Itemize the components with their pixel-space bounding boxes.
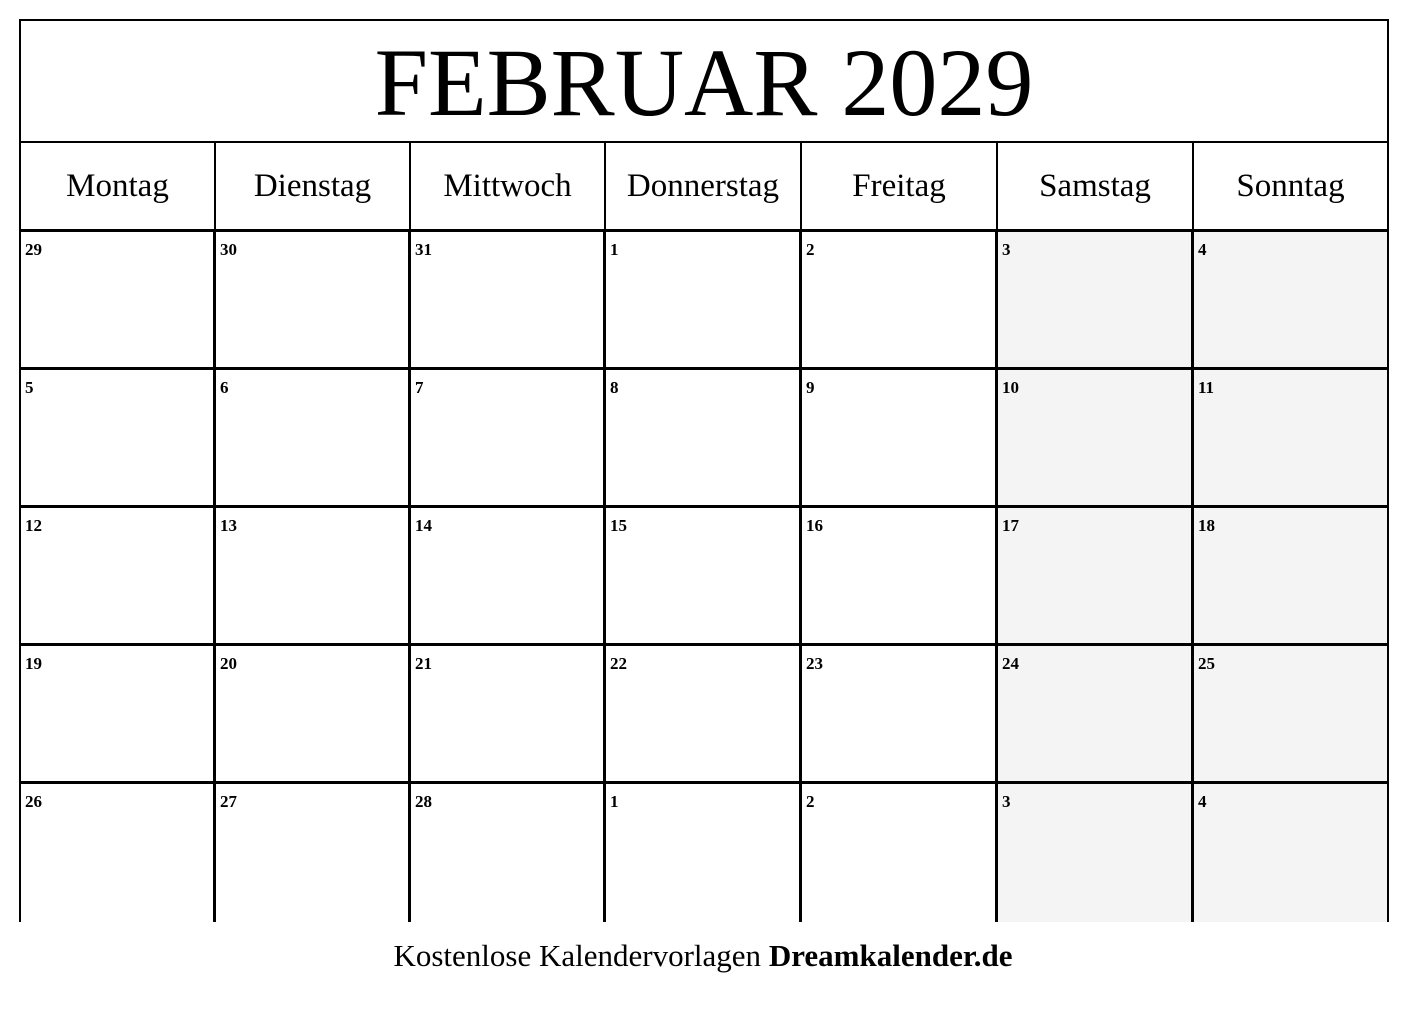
day-cell <box>998 508 1194 646</box>
day-number: 20 <box>220 654 237 673</box>
day-number: 2 <box>806 240 815 259</box>
day-number: 10 <box>1002 378 1019 397</box>
day-cell <box>1194 370 1387 508</box>
day-cell <box>606 784 802 922</box>
day-cell <box>216 370 411 508</box>
day-number: 31 <box>415 240 432 259</box>
day-number: 23 <box>806 654 823 673</box>
day-number: 25 <box>1198 654 1215 673</box>
weekday-header-samstag: Samstag <box>998 143 1194 232</box>
weekday-header-montag: Montag <box>21 143 216 232</box>
footer <box>0 938 1406 974</box>
day-cell <box>1194 784 1387 922</box>
day-number: 27 <box>220 792 237 811</box>
day-cell <box>1194 646 1387 784</box>
day-number: 28 <box>415 792 432 811</box>
day-cell <box>998 232 1194 370</box>
day-cell <box>998 370 1194 508</box>
day-cell <box>411 232 606 370</box>
day-cell <box>411 784 606 922</box>
weekday-header-freitag: Freitag <box>802 143 998 232</box>
day-cell <box>998 646 1194 784</box>
day-cell <box>606 508 802 646</box>
day-number: 13 <box>220 516 237 535</box>
footer-text: Kostenlose Kalendervorlagen <box>393 938 762 973</box>
weekday-header-sonntag: Sonntag <box>1194 143 1387 232</box>
day-cell <box>21 784 216 922</box>
day-number: 15 <box>610 516 627 535</box>
day-number: 3 <box>1002 240 1011 259</box>
weekday-header-dienstag: Dienstag <box>216 143 411 232</box>
day-cell <box>998 784 1194 922</box>
day-cell <box>802 784 998 922</box>
day-number: 22 <box>610 654 627 673</box>
day-number: 12 <box>25 516 42 535</box>
day-number: 29 <box>25 240 42 259</box>
day-cell <box>606 232 802 370</box>
day-cell <box>411 370 606 508</box>
day-number: 8 <box>610 378 619 397</box>
day-number: 1 <box>610 240 619 259</box>
day-cell <box>802 508 998 646</box>
day-number: 19 <box>25 654 42 673</box>
day-cell <box>411 646 606 784</box>
day-cell <box>411 508 606 646</box>
day-cell <box>1194 232 1387 370</box>
day-cell <box>216 784 411 922</box>
day-cell <box>216 508 411 646</box>
weekday-header-donnerstag: Donnerstag <box>606 143 802 232</box>
day-number: 16 <box>806 516 823 535</box>
day-cell <box>21 646 216 784</box>
calendar-grid <box>21 143 1387 922</box>
day-cell <box>21 508 216 646</box>
day-number: 9 <box>806 378 815 397</box>
day-number: 3 <box>1002 792 1011 811</box>
day-cell <box>21 232 216 370</box>
day-cell <box>216 646 411 784</box>
calendar-title: FEBRUAR 2029 <box>21 21 1387 143</box>
day-number: 17 <box>1002 516 1019 535</box>
day-number: 4 <box>1198 792 1207 811</box>
day-number: 21 <box>415 654 432 673</box>
day-number: 11 <box>1198 378 1215 397</box>
day-cell <box>802 232 998 370</box>
day-cell <box>606 646 802 784</box>
day-cell <box>802 370 998 508</box>
day-number: 2 <box>806 792 815 811</box>
day-number: 4 <box>1198 240 1207 259</box>
calendar <box>19 19 1389 922</box>
day-cell <box>21 370 216 508</box>
footer-brand: Dreamkalender.de <box>768 938 1013 973</box>
weekday-header-mittwoch: Mittwoch <box>411 143 606 232</box>
day-number: 24 <box>1002 654 1019 673</box>
day-number: 1 <box>610 792 619 811</box>
day-number: 5 <box>25 378 34 397</box>
day-cell <box>606 370 802 508</box>
day-number: 18 <box>1198 516 1215 535</box>
day-number: 26 <box>25 792 42 811</box>
day-number: 6 <box>220 378 229 397</box>
day-cell <box>802 646 998 784</box>
day-cell <box>1194 508 1387 646</box>
day-number: 30 <box>220 240 237 259</box>
day-cell <box>216 232 411 370</box>
day-number: 7 <box>415 378 424 397</box>
day-number: 14 <box>415 516 432 535</box>
